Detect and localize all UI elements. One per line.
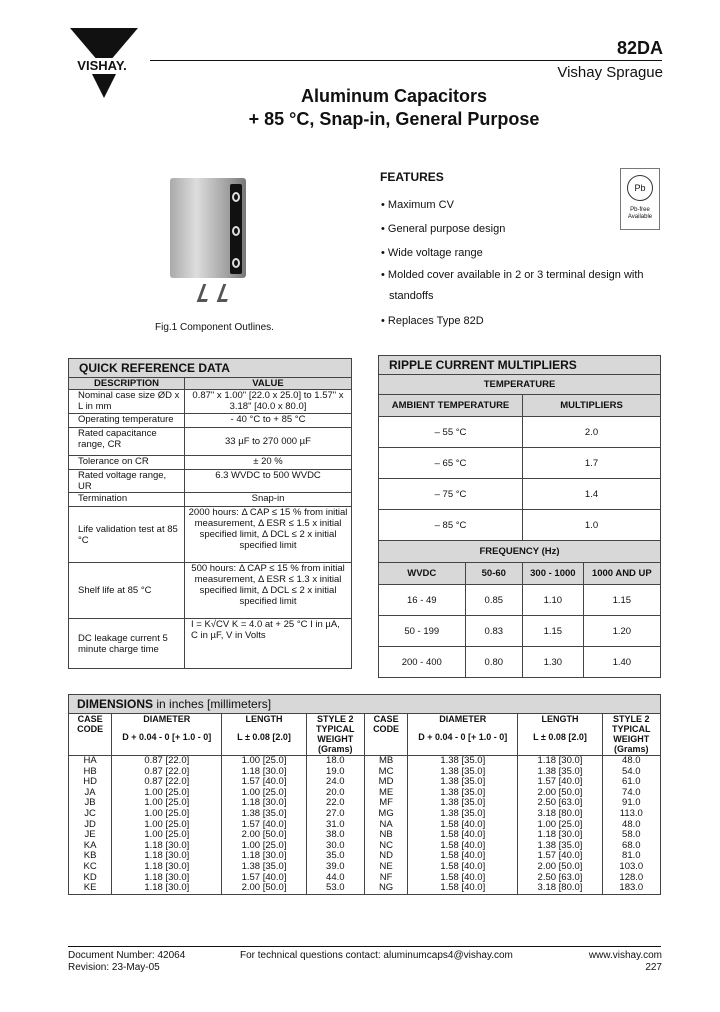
dimension-cell: 18.0 (306, 756, 364, 767)
dimension-cell: 1.00 [25.0] (112, 788, 222, 799)
dimension-cell: 2.00 [50.0] (518, 788, 602, 799)
qr-desc: Nominal case size ØD x L in mm (69, 390, 185, 414)
capacitor-lead (217, 284, 234, 302)
dimensions-heading (68, 694, 661, 713)
dimension-cell: 81.0 (602, 851, 660, 862)
temp-cell: – 55 °C (379, 417, 523, 448)
dimension-cell: 1.38 [35.0] (222, 809, 306, 820)
dimension-cell: 1.18 [30.0] (112, 841, 222, 852)
freq-cell: 16 - 49 (379, 585, 466, 616)
dimension-cell: MC (364, 767, 407, 778)
qr-value: - 40 °C to + 85 °C (185, 414, 352, 428)
mult-cell: 1.4 (523, 479, 661, 510)
dimension-cell: 2.50 [63.0] (518, 798, 602, 809)
feature-item: • Wide voltage range (381, 247, 483, 259)
freq-cell: 1.20 (583, 616, 660, 647)
dimension-cell: 2.00 [50.0] (222, 883, 306, 894)
col-length (518, 714, 602, 756)
table-row (69, 883, 661, 894)
dimension-cell: 3.18 [80.0] (518, 809, 602, 820)
dimension-cell: KA (69, 841, 112, 852)
dimension-cell: 1.00 [25.0] (222, 788, 306, 799)
dimension-cell: 19.0 (306, 767, 364, 778)
dimension-cell: JB (69, 798, 112, 809)
dimension-cell: 3.18 [80.0] (518, 883, 602, 894)
col-diameter (408, 714, 518, 756)
dimension-cell: 2.00 [50.0] (222, 830, 306, 841)
dimension-cell: 1.57 [40.0] (222, 777, 306, 788)
pb-icon: Pb (627, 175, 653, 201)
dimension-cell: NB (364, 830, 407, 841)
title-line-1: Aluminum Capacitors (300, 86, 488, 106)
stripe-mark (232, 192, 240, 202)
dimensions-table (68, 694, 661, 895)
header-rule (150, 60, 662, 61)
diameter-tol: D + 0.04 - 0 [+ 1.0 - 0] (122, 732, 212, 742)
dimension-cell: 44.0 (306, 873, 364, 884)
dimension-cell: 183.0 (602, 883, 660, 894)
dimension-cell: 1.18 [30.0] (222, 767, 306, 778)
dimension-cell: HB (69, 767, 112, 778)
dimension-cell: 0.87 [22.0] (112, 767, 222, 778)
dimension-cell: 1.18 [30.0] (112, 862, 222, 873)
qr-desc: Rated voltage range, UR (69, 470, 185, 493)
dimension-cell: 27.0 (306, 809, 364, 820)
col-case-code: CASE CODE (69, 714, 112, 756)
col-value: VALUE (185, 378, 352, 390)
ripple-heading: RIPPLE CURRENT MULTIPLIERS (378, 355, 661, 374)
dimension-cell: 1.00 [25.0] (222, 756, 306, 767)
col-description: DESCRIPTION (69, 378, 185, 390)
dimension-cell: JE (69, 830, 112, 841)
logo-text: VISHAY. (66, 58, 138, 74)
document-number: Document Number: 42064 (68, 950, 186, 961)
col-case-code: CASE CODE (364, 714, 407, 756)
dimensions-heading-rest: in inches [millimeters] (153, 697, 272, 711)
feature-item: • General purpose design (381, 223, 506, 235)
dimension-cell: 2.00 [50.0] (518, 862, 602, 873)
qr-value: I = K√CV K = 4.0 at + 25 °C I in µA, C in µF, V in Volts (185, 619, 352, 669)
dimension-cell: 1.58 [40.0] (408, 873, 518, 884)
dimension-cell: 1.57 [40.0] (222, 820, 306, 831)
freq-cell: 0.85 (465, 585, 522, 616)
website-link[interactable]: www.vishay.com (588, 950, 662, 961)
freq-cell: 1.30 (523, 647, 584, 678)
dimension-cell: NF (364, 873, 407, 884)
freq-cell: 0.80 (465, 647, 522, 678)
col-ambient-temp: AMBIENT TEMPERATURE (379, 395, 523, 417)
freq-cell: 0.83 (465, 616, 522, 647)
dimension-cell: 1.38 [35.0] (408, 788, 518, 799)
col-wvdc: WVDC (379, 563, 466, 585)
temp-cell: – 65 °C (379, 448, 523, 479)
freq-cell: 50 - 199 (379, 616, 466, 647)
dimension-cell: 1.58 [40.0] (408, 851, 518, 862)
qr-desc: DC leakage current 5 minute charge time (69, 619, 185, 669)
dimension-cell: 1.58 [40.0] (408, 820, 518, 831)
qr-value: 33 µF to 270 000 µF (185, 428, 352, 456)
mult-cell: 2.0 (523, 417, 661, 448)
dimension-cell: KB (69, 851, 112, 862)
pb-free-badge (620, 168, 660, 230)
dimension-cell: 1.57 [40.0] (518, 851, 602, 862)
dimension-cell: 24.0 (306, 777, 364, 788)
dimension-cell: 1.18 [30.0] (112, 851, 222, 862)
dimension-cell: 1.57 [40.0] (222, 873, 306, 884)
feature-item: • Molded cover available in 2 or 3 terminal design with (381, 269, 644, 281)
dimension-cell: MD (364, 777, 407, 788)
ripple-current-table (378, 355, 661, 678)
dimension-cell: NG (364, 883, 407, 894)
table-row (69, 809, 661, 820)
col-multipliers: MULTIPLIERS (523, 395, 661, 417)
length-label: LENGTH (245, 714, 283, 724)
dimension-cell: 1.38 [35.0] (518, 767, 602, 778)
dimension-cell: 1.58 [40.0] (408, 883, 518, 894)
dimension-cell: KD (69, 873, 112, 884)
quick-reference-table (68, 358, 352, 669)
diameter-label: DIAMETER (439, 714, 487, 724)
footer-rule (68, 946, 661, 947)
contact-text[interactable]: For technical questions contact: aluminumcaps4@vishay.com (240, 950, 513, 961)
qr-desc: Tolerance on CR (69, 456, 185, 470)
dimension-cell: 38.0 (306, 830, 364, 841)
dimension-cell: KC (69, 862, 112, 873)
dimension-cell: 1.38 [35.0] (518, 841, 602, 852)
dimension-cell: 1.38 [35.0] (222, 862, 306, 873)
dimension-cell: 22.0 (306, 798, 364, 809)
dimension-cell: 0.87 [22.0] (112, 756, 222, 767)
dimension-cell: 1.38 [35.0] (408, 756, 518, 767)
pb-badge-text: Pb-free Available (627, 207, 653, 220)
dimension-cell: MG (364, 809, 407, 820)
qr-value: 0.87" x 1.00" [22.0 x 25.0] to 1.57" x 3.18" [40.0 x 80.0] (185, 390, 352, 414)
qr-desc: Operating temperature (69, 414, 185, 428)
dimension-cell: 1.58 [40.0] (408, 841, 518, 852)
length-label: LENGTH (541, 714, 579, 724)
stripe-mark (232, 226, 240, 236)
freq-cell: 200 - 400 (379, 647, 466, 678)
qr-value: 6.3 WVDC to 500 WVDC (185, 470, 352, 493)
freq-cell: 1.15 (583, 585, 660, 616)
frequency-heading: FREQUENCY (Hz) (379, 541, 661, 563)
dimension-cell: 1.00 [25.0] (112, 830, 222, 841)
freq-cell: 1.15 (523, 616, 584, 647)
manufacturer: Vishay Sprague (557, 64, 663, 81)
dimension-cell: 31.0 (306, 820, 364, 831)
mult-cell: 1.7 (523, 448, 661, 479)
dimension-cell: 1.57 [40.0] (518, 777, 602, 788)
dimension-cell: 113.0 (602, 809, 660, 820)
dimension-cell: 48.0 (602, 756, 660, 767)
revision: Revision: 23-May-05 (68, 962, 160, 973)
dimension-cell: ME (364, 788, 407, 799)
figure-caption: Fig.1 Component Outlines. (155, 322, 274, 333)
dimension-cell: 1.38 [35.0] (408, 809, 518, 820)
dimension-cell: 1.38 [35.0] (408, 767, 518, 778)
dimension-cell: 1.00 [25.0] (518, 820, 602, 831)
dimension-cell: MF (364, 798, 407, 809)
dimension-cell: 1.00 [25.0] (112, 820, 222, 831)
dimension-cell: 0.87 [22.0] (112, 777, 222, 788)
dimension-cell: 1.00 [25.0] (112, 798, 222, 809)
dimension-cell: 54.0 (602, 767, 660, 778)
dimension-cell: JD (69, 820, 112, 831)
dimension-cell: ND (364, 851, 407, 862)
dimension-cell: 35.0 (306, 851, 364, 862)
dimensions-heading-bold: DIMENSIONS (77, 697, 154, 711)
qr-desc: Shelf life at 85 °C (69, 563, 185, 619)
dimension-cell: 53.0 (306, 883, 364, 894)
col-300-1000: 300 - 1000 (523, 563, 584, 585)
dimension-cell: 1.00 [25.0] (112, 809, 222, 820)
dimension-cell: 39.0 (306, 862, 364, 873)
col-weight: STYLE 2 TYPICAL WEIGHT (Grams) (602, 714, 660, 756)
dimension-cell: 68.0 (602, 841, 660, 852)
freq-cell: 1.10 (523, 585, 584, 616)
dimension-cell: 1.18 [30.0] (222, 798, 306, 809)
qr-value: 500 hours: Δ CAP ≤ 15 % from initial measurement, Δ ESR ≤ 1.3 x initial specified limit, Δ DCL ≤ 2 x initial specified limit (185, 563, 352, 619)
dimension-cell: JA (69, 788, 112, 799)
temp-cell: – 85 °C (379, 510, 523, 541)
dimension-cell: NE (364, 862, 407, 873)
dimension-cell: 1.38 [35.0] (408, 777, 518, 788)
dimension-cell: NA (364, 820, 407, 831)
capacitor-lead (197, 284, 214, 302)
dimension-cell: 1.00 [25.0] (222, 841, 306, 852)
dimension-cell: MB (364, 756, 407, 767)
qr-value: 2000 hours: Δ CAP ≤ 15 % from initial measurement, Δ ESR ≤ 1.5 x initial specified limit, Δ DCL ≤ 2 x initial specified limit (185, 507, 352, 563)
dimension-cell: 128.0 (602, 873, 660, 884)
dimension-cell: JC (69, 809, 112, 820)
length-tol: L ± 0.08 [2.0] (533, 732, 587, 742)
table-row (69, 862, 661, 873)
qr-value: Snap-in (185, 493, 352, 507)
diameter-tol: D + 0.04 - 0 [+ 1.0 - 0] (418, 732, 508, 742)
dimension-cell: 103.0 (602, 862, 660, 873)
col-weight: STYLE 2 TYPICAL WEIGHT (Grams) (306, 714, 364, 756)
dimension-cell: HD (69, 777, 112, 788)
dimension-cell: 1.38 [35.0] (408, 798, 518, 809)
freq-cell: 1.40 (583, 647, 660, 678)
dimension-cell: 1.18 [30.0] (112, 873, 222, 884)
dimension-cell: 61.0 (602, 777, 660, 788)
temperature-heading: TEMPERATURE (379, 375, 661, 395)
dimension-cell: 2.50 [63.0] (518, 873, 602, 884)
page-number: 227 (645, 962, 662, 973)
temp-cell: – 75 °C (379, 479, 523, 510)
dimension-cell: NC (364, 841, 407, 852)
qr-value: ± 20 % (185, 456, 352, 470)
dimension-cell: 58.0 (602, 830, 660, 841)
table-row (69, 756, 661, 767)
dimension-cell: 1.18 [30.0] (518, 830, 602, 841)
qr-desc: Termination (69, 493, 185, 507)
col-50-60: 50-60 (465, 563, 522, 585)
col-1000-up: 1000 AND UP (583, 563, 660, 585)
dimension-cell: 48.0 (602, 820, 660, 831)
stripe-mark (232, 258, 240, 268)
qr-desc: Rated capacitance range, CR (69, 428, 185, 456)
title-line-2: + 85 °C, Snap-in, General Purpose (248, 109, 540, 129)
mult-cell: 1.0 (523, 510, 661, 541)
dimension-cell: HA (69, 756, 112, 767)
quick-ref-heading: QUICK REFERENCE DATA (68, 358, 352, 377)
diameter-label: DIAMETER (143, 714, 191, 724)
dimension-cell: 1.18 [30.0] (518, 756, 602, 767)
feature-item: • Maximum CV (381, 199, 454, 211)
qr-desc: Life validation test at 85 °C (69, 507, 185, 563)
dimension-cell: KE (69, 883, 112, 894)
dimension-cell: 91.0 (602, 798, 660, 809)
dimension-cell: 74.0 (602, 788, 660, 799)
capacitor-image (170, 178, 246, 278)
length-tol: L ± 0.08 [2.0] (237, 732, 291, 742)
dimension-cell: 1.18 [30.0] (222, 851, 306, 862)
part-number: 82DA (616, 38, 663, 58)
dimension-cell: 30.0 (306, 841, 364, 852)
feature-item: • Replaces Type 82D (381, 315, 484, 327)
dimension-cell: 1.58 [40.0] (408, 830, 518, 841)
col-length (222, 714, 306, 756)
features-heading: FEATURES (380, 170, 444, 184)
feature-item-cont: standoffs (389, 290, 434, 302)
col-diameter (112, 714, 222, 756)
dimension-cell: 1.18 [30.0] (112, 883, 222, 894)
dimension-cell: 20.0 (306, 788, 364, 799)
dimension-cell: 1.58 [40.0] (408, 862, 518, 873)
